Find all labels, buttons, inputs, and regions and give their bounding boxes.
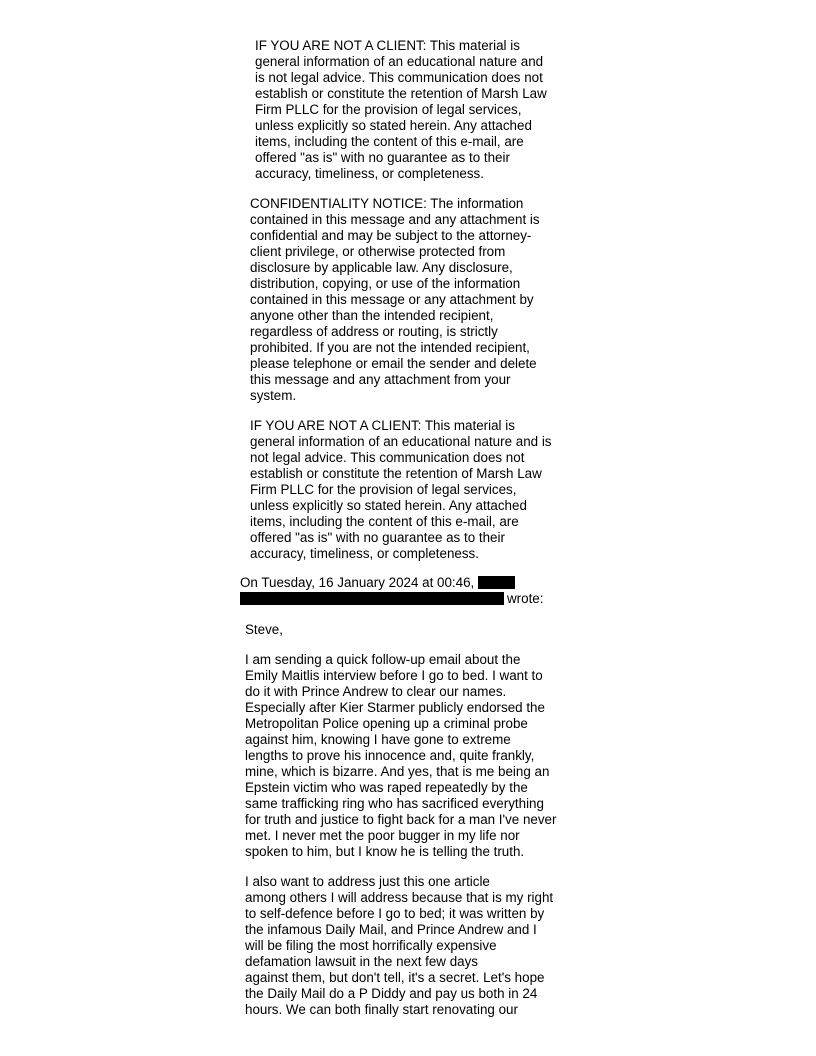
body-paragraph: I also want to address just this one article among others I will address because that is my right to self-defence before I go to bed; it was written by the infamous Daily Mail, and Prince Andrew and I will be filing the most horrifically expensive defamation lawsuit in the next few days against them, but don't tell, it's a secret. Let's hope the Daily Mail do a P Diddy and pay us both in 24 hours. We can both finally start renovating our (245, 874, 554, 1017)
reply-header (240, 575, 580, 607)
redaction-box (478, 576, 515, 589)
disclaimer-paragraph-repeat: IF YOU ARE NOT A CLIENT: This material is general information of an educational nature and is not legal advice. This communication does not establish or constitute the retention of Marsh Law Firm PLLC for the provision of legal services, unless explicitly so stated herein. Any attached items, including the content of this e-mail, are offered "as is" with no guarantee as to their accuracy, timeliness, or completeness. (250, 418, 552, 561)
body-paragraph: I am sending a quick follow-up email about the Emily Maitlis interview before I go to bed. I want to do it with Prince Andrew to clear our names. Especially after Kier Starmer publicly endorsed the Metropolitan Police opening up a criminal probe against him, knowing I have gone to extreme lengths to prove his innocence and, quite frankly, mine, which is bizarre. And yes, that is me being an Epstein victim who was raped repeatedly by the same trafficking ring who has sacrificed everything for truth and justice to fight back for a man I've never met. I never met the poor bugger in my life nor spoken to him, but I know he is telling the truth. (245, 652, 557, 859)
reply-header-prefix: On Tuesday, 16 January 2024 at 00:46, (240, 575, 475, 590)
redaction-box (240, 592, 504, 605)
disclaimer-paragraph: IF YOU ARE NOT A CLIENT: This material is general information of an educational nature and is not legal advice. This communication does not establish or constitute the retention of Marsh Law Firm PLLC for the provision of legal services, unless explicitly so stated herein. Any attached items, including the content of this e-mail, are offered "as is" with no guarantee as to their accuracy, timeliness, or completeness. (255, 38, 547, 181)
reply-header-suffix: wrote: (507, 591, 544, 606)
greeting: Steve, (245, 622, 283, 637)
confidentiality-notice: CONFIDENTIALITY NOTICE: The information contained in this message and any attachment is confidential and may be subject to the attorney- client privilege, or otherwise protected from disclosure by applicable law. Any disclosure, distribution, copying, or use of the information contained in this message or any attachment by anyone other than the intended recipient, regardless of address or routing, is strictly prohibited. If you are not the intended recipient, please telephone or email the sender and delete this message and any attachment from your system. (250, 196, 540, 403)
